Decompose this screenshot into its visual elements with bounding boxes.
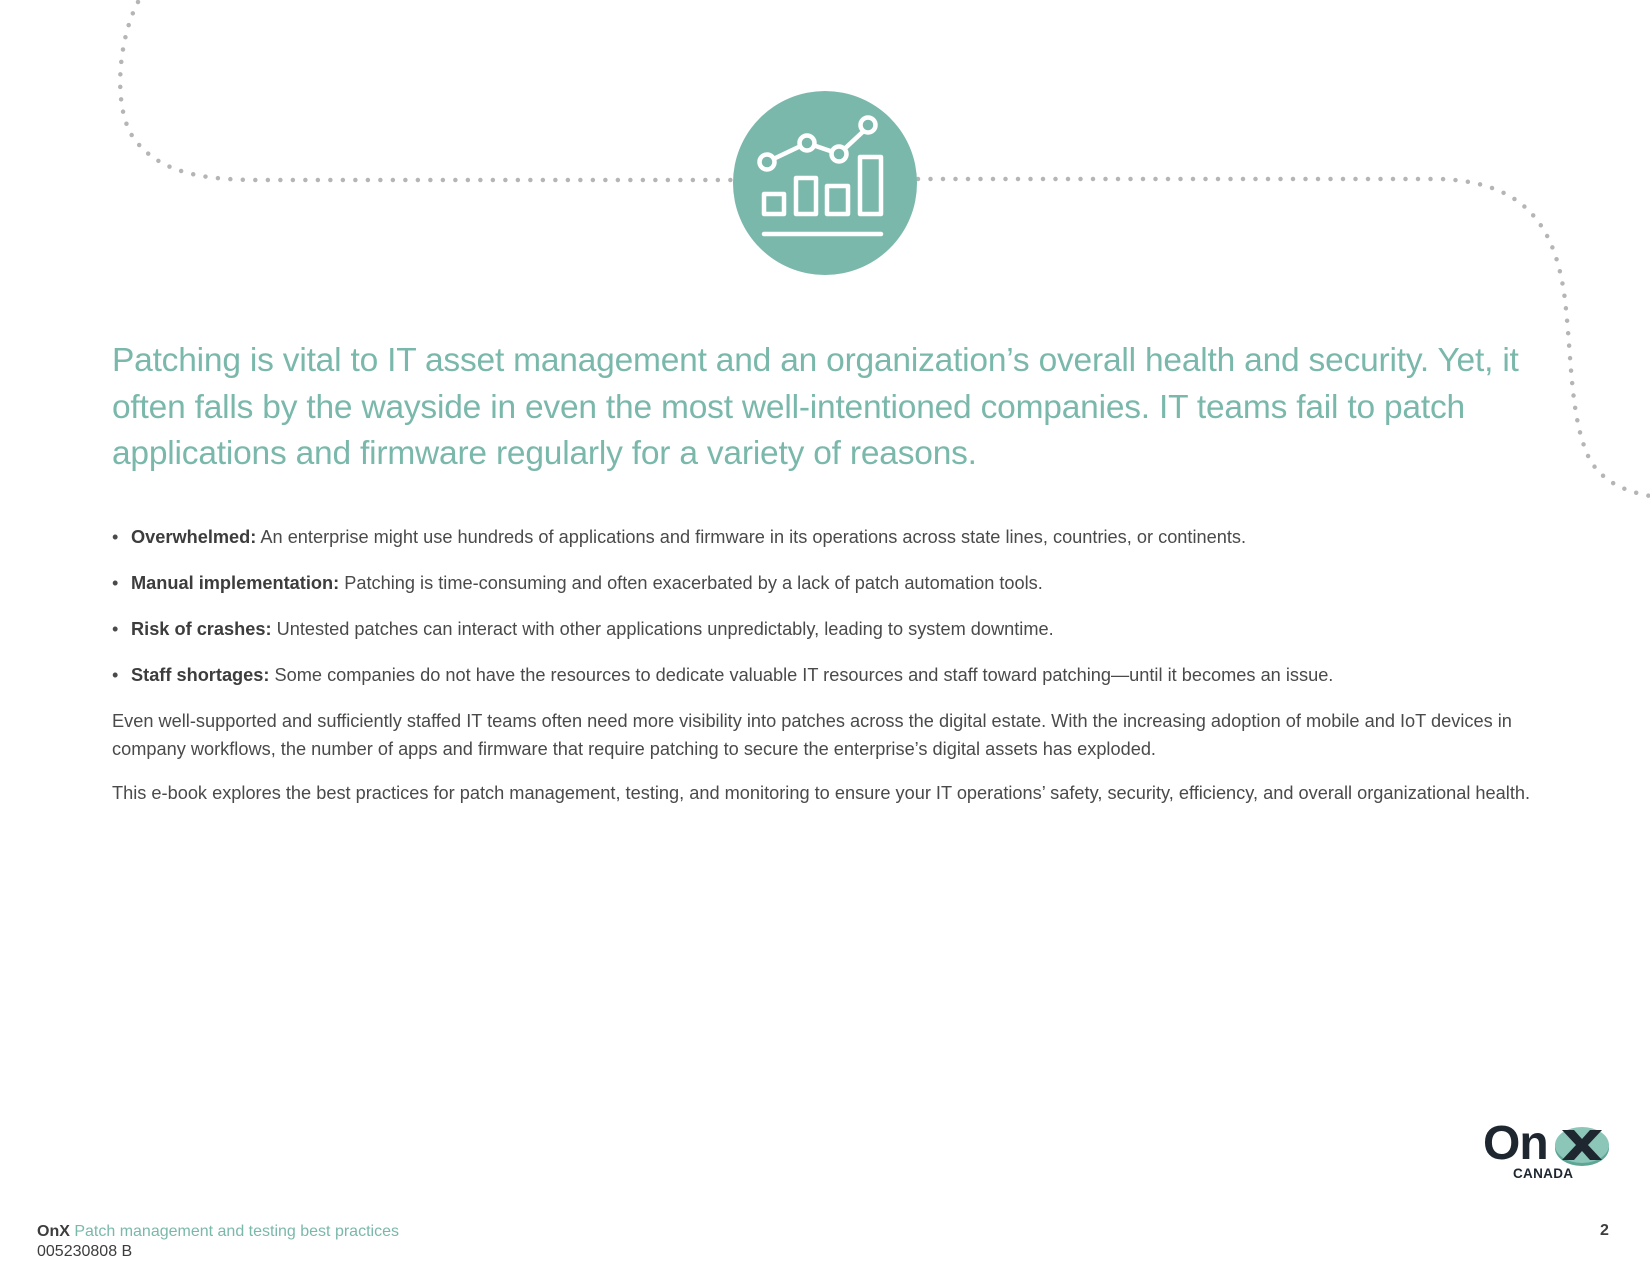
list-item: [112, 616, 1532, 642]
bar-chart-trend-icon: [733, 91, 917, 275]
list-item: [112, 570, 1532, 596]
list-item-term: Risk of crashes:: [131, 619, 272, 639]
list-item: [112, 524, 1532, 550]
list-item: [112, 662, 1532, 688]
list-item-text: Patching is time-consuming and often exacerbated by a lack of patch automation tools.: [339, 573, 1043, 593]
list-item-term: Overwhelmed:: [131, 527, 257, 547]
reasons-list: [112, 524, 1532, 708]
footer-doc-code: 005230808 B: [37, 1243, 133, 1260]
page-footer: [37, 1222, 399, 1262]
logo-x-icon: [1554, 1124, 1610, 1168]
bullet-icon: •: [112, 527, 119, 547]
bullet-icon: •: [112, 619, 119, 639]
logo-wordmark: On: [1483, 1117, 1548, 1170]
list-item-text: Untested patches can interact with other applications unpredictably, leading to system downtime.: [271, 619, 1054, 639]
list-item-term: Manual implementation:: [131, 573, 340, 593]
footer-title-line: [37, 1222, 399, 1242]
list-item-text: An enterprise might use hundreds of applications and firmware in its operations across state lines, countries, or continents.: [256, 527, 1247, 547]
body-paragraph-ebook-intro: This e-book explores the best practices for patch management, testing, and monitoring to ensure your IT operations’ safety, security, efficiency, and overall organizational health.: [112, 783, 1531, 803]
logo-subtitle: CANADA: [1513, 1166, 1574, 1181]
body-paragraph-visibility: Even well-supported and sufficiently staffed IT teams often need more visibility into patches across the digital estate. With the increasing adoption of mobile and IoT devices in company workflows, the number of apps and firmware that require patching to secure the enterprise’s digital assets has exploded.: [112, 711, 1512, 759]
footer-brand: OnX: [37, 1223, 70, 1240]
list-item-text: Some companies do not have the resources to dedicate valuable IT resources and staff toward patching—until it becomes an issue.: [269, 665, 1334, 685]
hero-chart-badge: [733, 91, 917, 275]
lead-statement: Patching is vital to IT asset management and an organization’s overall health and security. Yet, it often falls by the wayside in even the most well-intentioned companies. IT teams fail to patch applications and firmware regularly for a variety of reasons.: [112, 342, 1519, 472]
bullet-icon: •: [112, 665, 119, 685]
page-number: 2: [1600, 1222, 1609, 1239]
footer-doc-title: Patch management and testing best practices: [69, 1223, 399, 1240]
bullet-icon: •: [112, 573, 119, 593]
onx-canada-logo: [1483, 1117, 1613, 1188]
list-item-term: Staff shortages:: [131, 665, 270, 685]
